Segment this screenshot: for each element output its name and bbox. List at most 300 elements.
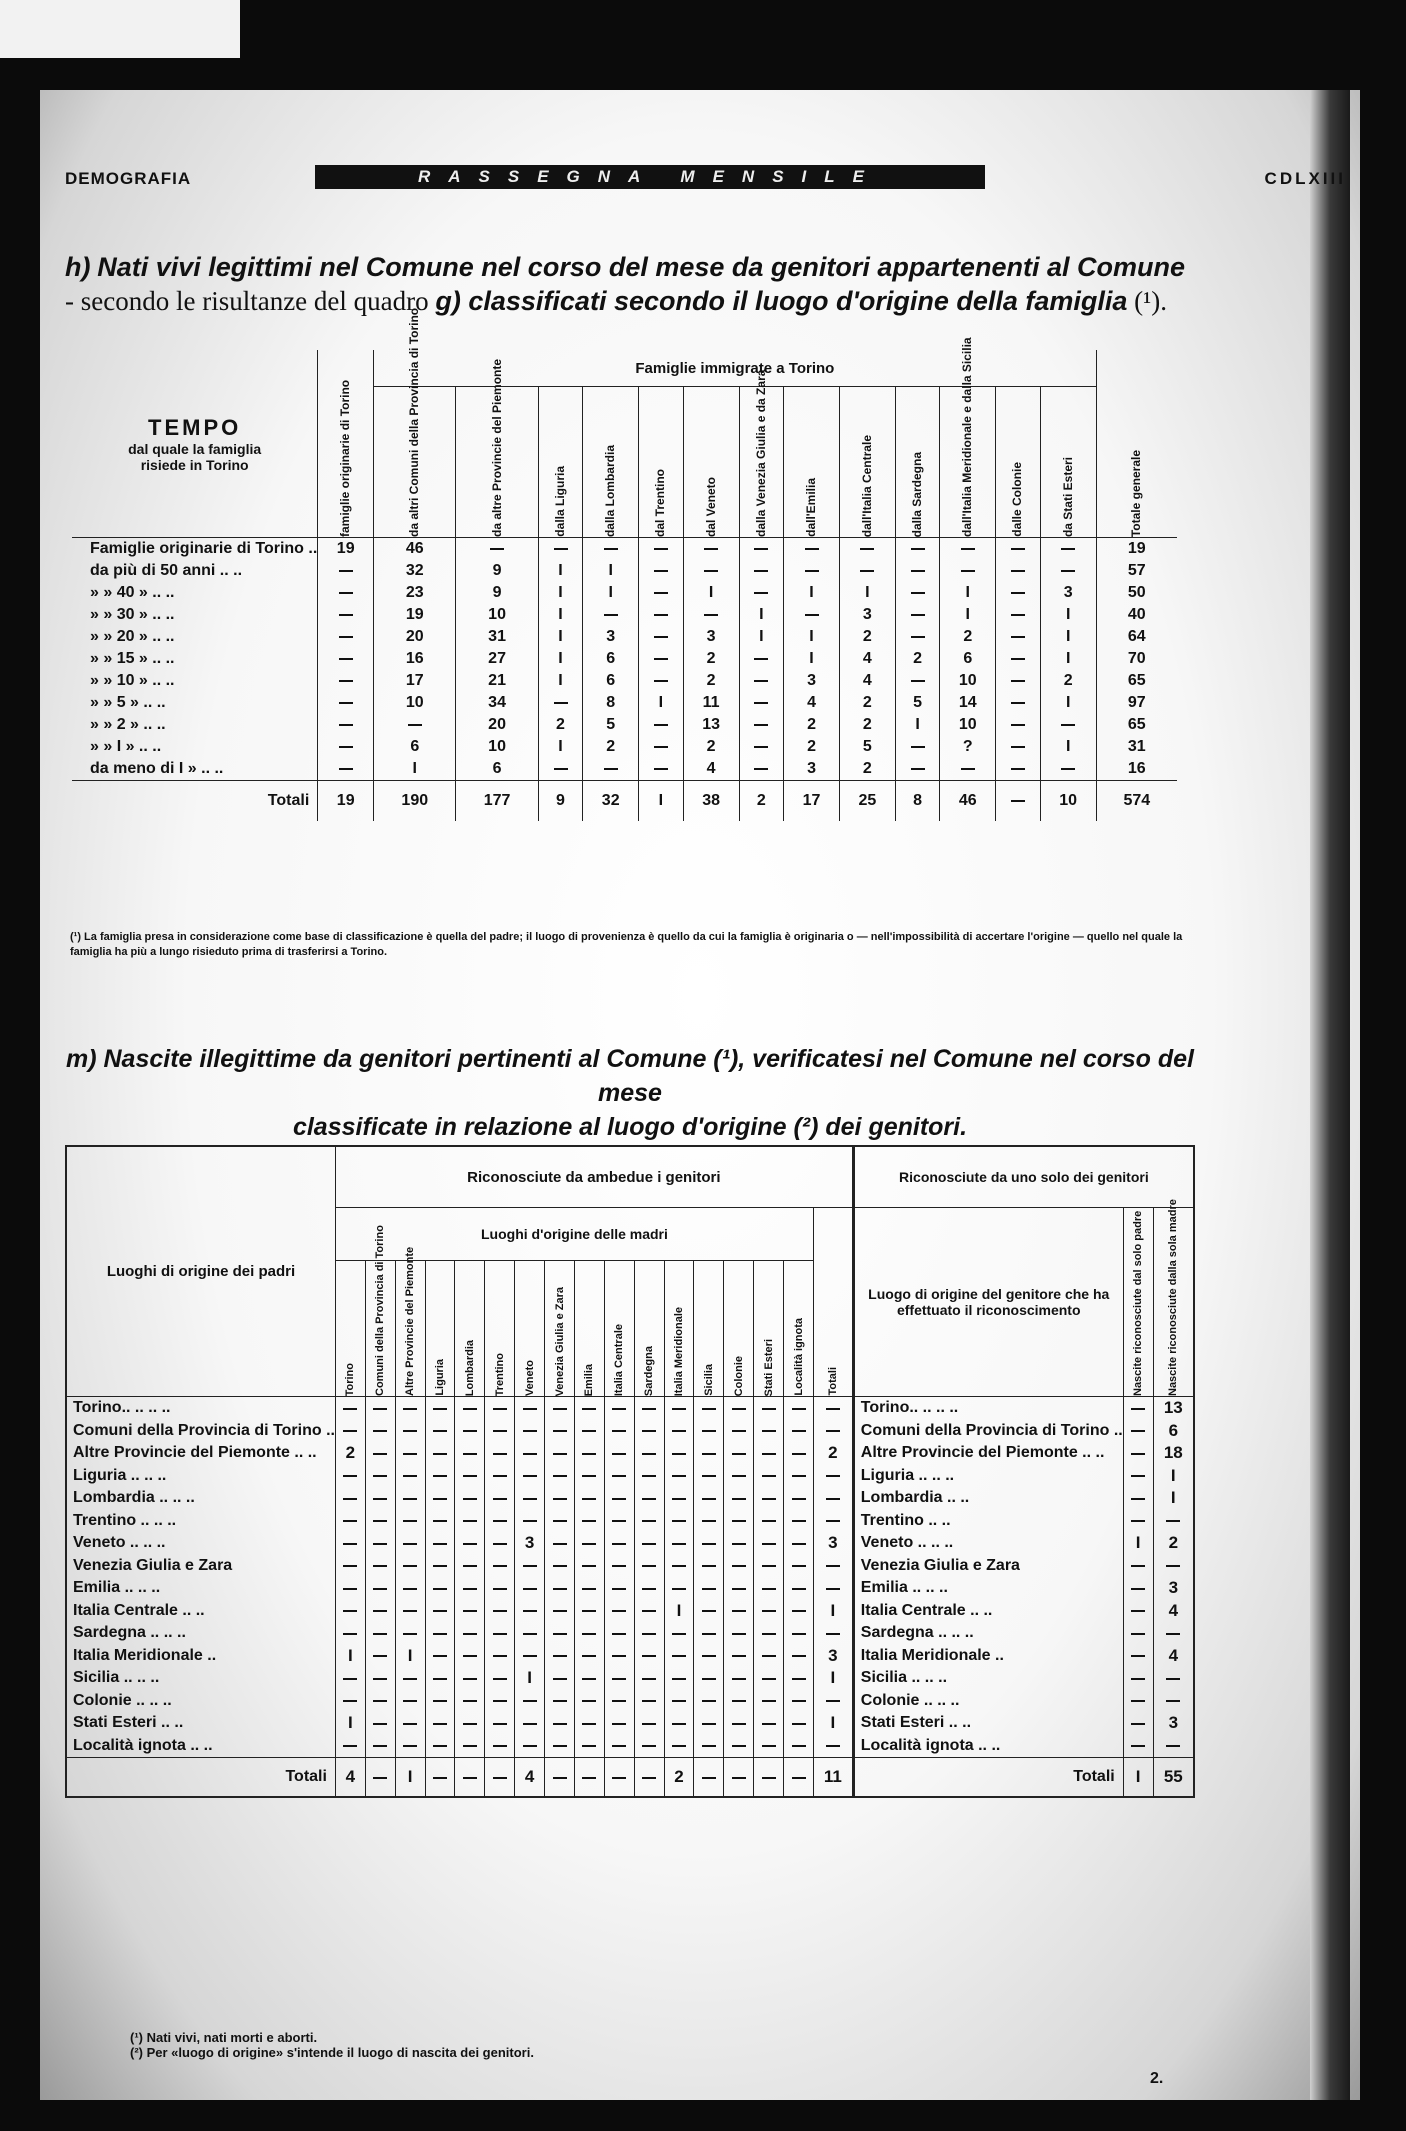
table-cell: [425, 1442, 455, 1465]
table-cell: [784, 1712, 814, 1735]
table-cell: [574, 1758, 604, 1798]
table-cell: [996, 714, 1041, 736]
row-label: » » 5 » .. ..: [90, 694, 166, 711]
table-cell: [754, 1420, 784, 1443]
table-cell: 31: [456, 626, 538, 648]
table-cell: [335, 1420, 365, 1443]
table-cell: I: [1040, 736, 1096, 758]
father-origin-label: Comuni della Provincia di Torino ..: [73, 1421, 335, 1439]
total-cell: 32: [583, 781, 639, 822]
col-head-0: famiglie originarie di Torino: [318, 350, 374, 538]
table-cell: [634, 1712, 664, 1735]
table-cell: [694, 1735, 724, 1758]
table-row: [66, 1645, 1194, 1668]
table-cell: [1123, 1690, 1153, 1713]
table-cell: [604, 1487, 634, 1510]
table-cell: 3: [839, 604, 895, 626]
table-cell: [455, 1487, 485, 1510]
table-cell: [425, 1532, 455, 1555]
table-cell: [996, 670, 1041, 692]
table-cell: [754, 1600, 784, 1623]
table-cell: I: [374, 758, 456, 781]
table-cell: [754, 1532, 784, 1555]
total-cell: [996, 781, 1041, 822]
table-cell: [724, 1465, 754, 1488]
col-head-12: dalle Colonie: [996, 387, 1041, 538]
table-cell: [1123, 1465, 1153, 1488]
table-cell: [895, 736, 940, 758]
mother-col-2: Altre Provincie del Piemonte: [395, 1261, 425, 1397]
table-cell: [604, 1600, 634, 1623]
table-cell: [335, 1487, 365, 1510]
table-cell: [425, 1690, 455, 1713]
table-cell: [1123, 1667, 1153, 1690]
table-cell: [604, 1577, 634, 1600]
table-cell: [395, 1532, 425, 1555]
table-cell: [365, 1510, 395, 1533]
table-cell: [395, 1420, 425, 1443]
table-cell: [754, 1758, 784, 1798]
table-cell: 3: [784, 758, 840, 781]
table-m: [65, 1145, 1195, 1798]
father-origin-label: Colonie .. .. ..: [73, 1691, 172, 1709]
table-cell: [455, 1600, 485, 1623]
table-cell: [335, 1690, 365, 1713]
table-cell: [455, 1532, 485, 1555]
table-cell: [813, 1555, 853, 1578]
table-cell: [724, 1645, 754, 1668]
table-cell: [664, 1645, 694, 1668]
header-section: DEMOGRAFIA: [65, 169, 192, 188]
table-cell: [996, 648, 1041, 670]
table-cell: [634, 1465, 664, 1488]
table-cell: [1123, 1577, 1153, 1600]
table-cell: [639, 670, 684, 692]
table-cell: [694, 1645, 724, 1668]
table-cell: [784, 1622, 814, 1645]
table-cell: 40: [1096, 604, 1177, 626]
table-cell: 97: [1096, 692, 1177, 714]
table-row: [66, 1397, 1194, 1420]
parent-origin-label: Emilia .. .. ..: [853, 1577, 1123, 1600]
caption-m: m) Nascite illegittime da genitori pertinenti al Comune (¹), verificatesi nel Comune nel corso del mese classificate in relazione al luogo d'origine (²) dei genitori.: [65, 1045, 1194, 1141]
table-cell: 20: [456, 714, 538, 736]
table-cell: [335, 1622, 365, 1645]
mother-col-5: Trentino: [485, 1261, 515, 1397]
father-origin-label: Totali: [66, 1758, 335, 1798]
table-cell: [545, 1735, 575, 1758]
table-row: [66, 1420, 1194, 1443]
table-row: [66, 1510, 1194, 1533]
parent-origin-label: Torino.. .. .. ..: [853, 1397, 1123, 1420]
table-cell: [515, 1690, 545, 1713]
table-cell: [754, 1735, 784, 1758]
table-cell: [545, 1690, 575, 1713]
table-cell: [395, 1555, 425, 1578]
table-cell: [395, 1577, 425, 1600]
group-head: Famiglie immigrate a Torino: [374, 350, 1096, 387]
table-cell: [485, 1712, 515, 1735]
table-cell: [574, 1735, 604, 1758]
table-cell: [996, 582, 1041, 604]
parent-origin-label: Totali: [853, 1758, 1123, 1798]
table-cell: [425, 1667, 455, 1690]
table-cell: [895, 560, 940, 582]
table-cell: I: [1123, 1532, 1153, 1555]
table-cell: 3: [1040, 582, 1096, 604]
table-cell: I: [1040, 648, 1096, 670]
group-both: Riconosciute da ambedue i genitori: [335, 1146, 853, 1208]
table-cell: [784, 1420, 814, 1443]
table-cell: I: [515, 1667, 545, 1690]
table-cell: 3: [813, 1532, 853, 1555]
table-cell: [784, 1758, 814, 1798]
table-cell: 21: [456, 670, 538, 692]
table-cell: 16: [374, 648, 456, 670]
table-cell: [694, 1555, 724, 1578]
group-one: Riconosciute da uno solo dei genitori: [853, 1146, 1194, 1208]
table-cell: 4: [839, 648, 895, 670]
table-cell: [1153, 1690, 1194, 1713]
table-cell: [634, 1397, 664, 1420]
table-cell: [515, 1577, 545, 1600]
table-cell: [724, 1600, 754, 1623]
table-cell: [485, 1465, 515, 1488]
table-cell: [545, 1442, 575, 1465]
table-cell: [784, 1577, 814, 1600]
table-cell: [813, 1622, 853, 1645]
table-cell: [545, 1645, 575, 1668]
table-cell: [335, 1667, 365, 1690]
table-cell: [335, 1465, 365, 1488]
table-cell: I: [395, 1645, 425, 1668]
table-cell: [335, 1510, 365, 1533]
table-cell: [1153, 1555, 1194, 1578]
table-cell: [425, 1577, 455, 1600]
table-cell: [940, 560, 996, 582]
table-cell: [1040, 714, 1096, 736]
table-cell: [634, 1645, 664, 1668]
table-cell: I: [813, 1600, 853, 1623]
table-cell: [365, 1735, 395, 1758]
table-cell: 3: [784, 670, 840, 692]
table-cell: [784, 1465, 814, 1488]
table-row: [66, 1442, 1194, 1465]
total-cell: 17: [784, 781, 840, 822]
table-cell: [739, 648, 784, 670]
table-cell: [515, 1645, 545, 1668]
table-h: [72, 307, 1177, 821]
table-cell: [604, 1420, 634, 1443]
table-cell: 2: [895, 648, 940, 670]
table-cell: [545, 1758, 575, 1798]
table-row: [66, 1712, 1194, 1735]
table-cell: [583, 758, 639, 781]
table-cell: [694, 1487, 724, 1510]
table-cell: I: [895, 714, 940, 736]
parent-origin-label: Comuni della Provincia di Torino ..: [853, 1420, 1123, 1443]
table-row: [72, 648, 1177, 670]
table-cell: [724, 1622, 754, 1645]
table-cell: [813, 1577, 853, 1600]
table-cell: [574, 1622, 604, 1645]
table-cell: [365, 1645, 395, 1668]
table-cell: [574, 1465, 604, 1488]
table-cell: [515, 1487, 545, 1510]
table-cell: I: [1040, 604, 1096, 626]
table-cell: 5: [895, 692, 940, 714]
total-cell: 2: [739, 781, 784, 822]
table-cell: [1123, 1442, 1153, 1465]
table-cell: I: [1040, 692, 1096, 714]
table-cell: [545, 1667, 575, 1690]
table-cell: [604, 1532, 634, 1555]
table-cell: [664, 1555, 694, 1578]
table-cell: [395, 1465, 425, 1488]
table-cell: [425, 1510, 455, 1533]
table-cell: [634, 1420, 664, 1443]
mother-col-3: Liguria: [425, 1261, 455, 1397]
row-label: Famiglie originarie di Torino ..: [90, 540, 318, 557]
table-cell: [694, 1712, 724, 1735]
table-cell: 2: [1040, 670, 1096, 692]
table-cell: 5: [583, 714, 639, 736]
row-label: da meno di I » .. ..: [90, 760, 224, 777]
total-cell: 38: [683, 781, 739, 822]
table-cell: [574, 1667, 604, 1690]
table-cell: [515, 1555, 545, 1578]
table-cell: [318, 714, 374, 736]
table-cell: [639, 648, 684, 670]
table-h-corner: TEMPO dal quale la famiglia risiede in Torino: [72, 350, 318, 538]
table-cell: [754, 1510, 784, 1533]
father-origin-label: Italia Centrale .. ..: [73, 1601, 205, 1619]
col-head-14: Totale generale: [1096, 350, 1177, 538]
table-cell: 13: [1153, 1397, 1194, 1420]
table-m-corner-left: Luoghi di origine dei padri: [66, 1146, 335, 1397]
table-row: [72, 560, 1177, 582]
table-row: [72, 758, 1177, 781]
table-cell: 34: [456, 692, 538, 714]
table-row: [72, 692, 1177, 714]
table-cell: [813, 1735, 853, 1758]
table-cell: [664, 1577, 694, 1600]
table-cell: 14: [940, 692, 996, 714]
table-cell: [485, 1532, 515, 1555]
table-cell: [1123, 1712, 1153, 1735]
table-cell: [724, 1758, 754, 1798]
table-cell: [455, 1645, 485, 1668]
table-cell: [996, 626, 1041, 648]
table-cell: 17: [374, 670, 456, 692]
table-cell: I: [813, 1667, 853, 1690]
table-cell: [754, 1442, 784, 1465]
table-cell: I: [683, 582, 739, 604]
table-cell: 19: [1096, 538, 1177, 561]
table-cell: [335, 1555, 365, 1578]
table-cell: [1123, 1555, 1153, 1578]
table-cell: [574, 1442, 604, 1465]
parent-origin-label: Veneto .. .. ..: [853, 1532, 1123, 1555]
table-cell: [639, 538, 684, 561]
table-cell: 2: [813, 1442, 853, 1465]
table-cell: 20: [374, 626, 456, 648]
table-cell: [485, 1555, 515, 1578]
table-cell: I: [538, 648, 583, 670]
table-cell: [784, 560, 840, 582]
table-cell: [574, 1600, 604, 1623]
header-band: RASSEGNA MENSILE: [315, 165, 985, 189]
table-cell: I: [940, 604, 996, 626]
table-cell: [724, 1397, 754, 1420]
total-cell: 25: [839, 781, 895, 822]
table-cell: [784, 1442, 814, 1465]
table-cell: 2: [538, 714, 583, 736]
table-cell: [574, 1532, 604, 1555]
table-cell: 11: [813, 1758, 853, 1798]
table-cell: [365, 1577, 395, 1600]
table-cell: [583, 538, 639, 561]
table-cell: 32: [374, 560, 456, 582]
table-cell: [694, 1420, 724, 1443]
col-head-3: dalla Liguria: [538, 387, 583, 538]
col-totali: Totali: [813, 1208, 853, 1397]
table-cell: I: [739, 626, 784, 648]
table-cell: [425, 1622, 455, 1645]
table-cell: I: [395, 1758, 425, 1798]
table-cell: [754, 1397, 784, 1420]
table-cell: [784, 1735, 814, 1758]
table-cell: [813, 1397, 853, 1420]
father-origin-label: Stati Esteri .. ..: [73, 1714, 184, 1732]
table-cell: [1123, 1645, 1153, 1668]
table-cell: [724, 1712, 754, 1735]
table-cell: [574, 1420, 604, 1443]
table-cell: [784, 1667, 814, 1690]
total-cell: 9: [538, 781, 583, 822]
father-origin-label: Sicilia .. .. ..: [73, 1669, 160, 1687]
table-cell: [813, 1487, 853, 1510]
table-cell: [515, 1735, 545, 1758]
table-cell: I: [784, 648, 840, 670]
table-cell: [694, 1622, 724, 1645]
table-cell: 4: [1153, 1600, 1194, 1623]
table-cell: [813, 1420, 853, 1443]
table-cell: [485, 1622, 515, 1645]
table-cell: [694, 1577, 724, 1600]
table-cell: 2: [583, 736, 639, 758]
row-label: » » 30 » .. ..: [90, 606, 175, 623]
table-cell: [455, 1555, 485, 1578]
table-cell: [545, 1465, 575, 1488]
table-cell: [739, 714, 784, 736]
table-cell: [515, 1442, 545, 1465]
table-cell: [538, 758, 583, 781]
table-cell: [694, 1397, 724, 1420]
table-cell: 55: [1153, 1758, 1194, 1798]
table-row: [66, 1600, 1194, 1623]
table-cell: [485, 1758, 515, 1798]
table-cell: [395, 1735, 425, 1758]
mother-col-13: Colonie: [724, 1261, 754, 1397]
col-head-8: dall'Emilia: [784, 387, 840, 538]
parent-origin-label: Italia Meridionale ..: [853, 1645, 1123, 1668]
table-cell: 2: [839, 758, 895, 781]
table-cell: [839, 560, 895, 582]
table-cell: [839, 538, 895, 561]
table-cell: [639, 736, 684, 758]
father-origin-label: Altre Provincie del Piemonte .. ..: [73, 1444, 317, 1462]
table-row: [66, 1690, 1194, 1713]
table-cell: I: [813, 1712, 853, 1735]
table-cell: I: [639, 692, 684, 714]
table-cell: [634, 1735, 664, 1758]
table-cell: [694, 1690, 724, 1713]
table-cell: [485, 1442, 515, 1465]
table-cell: 65: [1096, 714, 1177, 736]
table-cell: [604, 1442, 634, 1465]
table-cell: [545, 1487, 575, 1510]
mother-col-4: Lombardia: [455, 1261, 485, 1397]
table-cell: [694, 1758, 724, 1798]
mother-col-7: Venezia Giulia e Zara: [545, 1261, 575, 1397]
table-row: [66, 1555, 1194, 1578]
table-cell: ?: [940, 736, 996, 758]
table-cell: I: [1123, 1758, 1153, 1798]
table-cell: 10: [456, 604, 538, 626]
table-cell: [895, 626, 940, 648]
table-row: [72, 736, 1177, 758]
table-cell: [694, 1667, 724, 1690]
table-cell: 46: [374, 538, 456, 561]
col-head-11: dall'Italia Meridionale e dalla Sicilia: [940, 387, 996, 538]
table-cell: [395, 1690, 425, 1713]
table-cell: [996, 736, 1041, 758]
footnote-h: (¹) La famiglia presa in considerazione come base di classificazione è quella del padre; il luogo di provenienza è quello da cui la famiglia è originaria o — nell'impossibilità di accertare l'origine — quello nel quale la famiglia ha più a lungo risieduto prima di trasferirsi a Torino.: [70, 931, 1183, 958]
table-cell: [754, 1465, 784, 1488]
table-cell: [754, 1577, 784, 1600]
table-cell: 2: [335, 1442, 365, 1465]
table-cell: [425, 1712, 455, 1735]
table-cell: [485, 1487, 515, 1510]
table-row: [66, 1487, 1194, 1510]
table-cell: [335, 1532, 365, 1555]
table-cell: [574, 1510, 604, 1533]
col-head-6: dal Veneto: [683, 387, 739, 538]
table-cell: [664, 1667, 694, 1690]
table-cell: [634, 1622, 664, 1645]
table-cell: [1123, 1735, 1153, 1758]
table-cell: 64: [1096, 626, 1177, 648]
table-cell: [574, 1712, 604, 1735]
table-cell: [455, 1420, 485, 1443]
table-cell: [739, 758, 784, 781]
table-cell: [784, 1487, 814, 1510]
table-cell: 9: [456, 582, 538, 604]
table-cell: 57: [1096, 560, 1177, 582]
table-cell: 6: [374, 736, 456, 758]
table-cell: [784, 1555, 814, 1578]
table-cell: [545, 1532, 575, 1555]
table-cell: [455, 1397, 485, 1420]
table-cell: [455, 1465, 485, 1488]
col-right-0: Nascite riconosciute dal solo padre: [1123, 1208, 1153, 1397]
table-cell: [538, 692, 583, 714]
table-cell: [813, 1690, 853, 1713]
table-cell: [455, 1667, 485, 1690]
row-label: » » 10 » .. ..: [90, 672, 175, 689]
table-cell: [1123, 1397, 1153, 1420]
